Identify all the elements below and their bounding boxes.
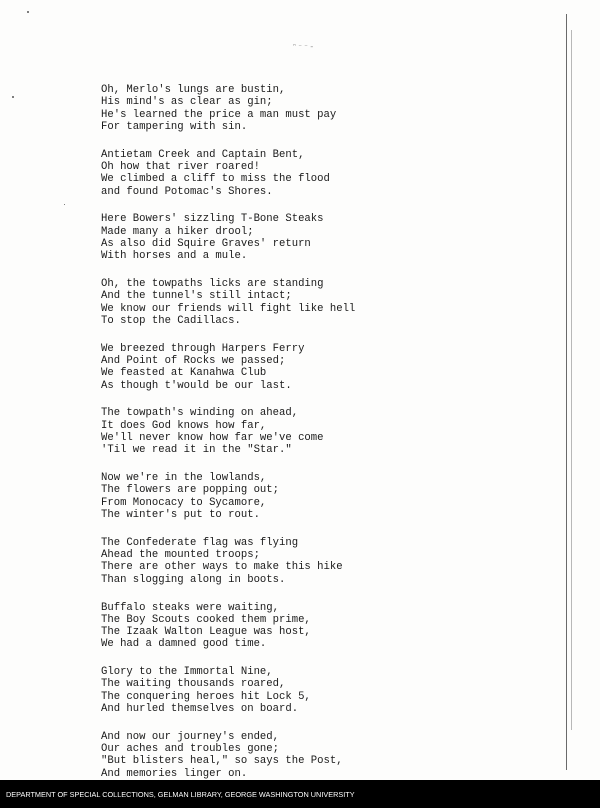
poem-line: We climbed a cliff to miss the flood: [101, 173, 330, 186]
poem-line: Made many a hiker drool;: [101, 225, 254, 238]
poem-line: Buffalo steaks were waiting,: [101, 601, 280, 614]
stanza: [101, 343, 561, 392]
poem-line: We feasted at Kanahwa Club: [101, 367, 267, 380]
poem-line: To stop the Cadillacs.: [101, 314, 241, 327]
scan-speck: [64, 204, 65, 205]
poem-line: There are other ways to make this hike: [101, 561, 343, 574]
page-number-mark: ᵔ⁻⁻-: [292, 43, 316, 52]
stanza: [101, 731, 561, 780]
poem-line: For tampering with sin.: [101, 120, 248, 133]
stanza: [101, 602, 561, 651]
page-edge-line: [566, 14, 567, 770]
poem-line: He's learned the price a man must pay: [101, 108, 337, 121]
poem-line: And the tunnel's still intact;: [101, 290, 292, 303]
stanza: [101, 213, 561, 262]
poem-line: With horses and a mule.: [101, 250, 248, 263]
poem-line: From Monocacy to Sycamore,: [101, 496, 267, 509]
poem-line: Now we're in the lowlands,: [101, 472, 267, 485]
poem-line: Glory to the Immortal Nine,: [101, 666, 273, 679]
poem-line: 'Til we read it in the "Star.": [101, 444, 292, 457]
poem-line: Oh, the towpaths licks are standing: [101, 278, 324, 291]
stanza: [101, 84, 561, 133]
poem-line: As also did Squire Graves' return: [101, 237, 311, 250]
stanza: [101, 149, 561, 198]
stanza: [101, 407, 561, 456]
poem-line: And hurled themselves on board.: [101, 703, 299, 716]
poem-line: And Point of Rocks we passed;: [101, 355, 286, 368]
scan-speck: [27, 11, 29, 13]
poem-line: The towpath's winding on ahead,: [101, 407, 299, 420]
poem-line: The conquering heroes hit Lock 5,: [101, 690, 311, 703]
stanza: [101, 537, 561, 586]
page-edge-shadow: [571, 30, 572, 730]
poem-line: Here Bowers' sizzling T-Bone Steaks: [101, 213, 324, 226]
poem-line: The Boy Scouts cooked them prime,: [101, 613, 311, 626]
poem-line: "But blisters heal," so says the Post,: [101, 755, 343, 768]
stanza: [101, 278, 561, 327]
scan-speck: [12, 96, 14, 98]
poem-line: It does God knows how far,: [101, 419, 267, 432]
poem-line: Antietam Creek and Captain Bent,: [101, 148, 305, 161]
poem-line: The Izaak Walton League was host,: [101, 626, 311, 639]
poem-line: And memories linger on.: [101, 767, 248, 780]
poem-line: and found Potomac's Shores.: [101, 185, 273, 198]
stanza: [101, 472, 561, 521]
footer-bar: [0, 780, 600, 808]
poem-line: As though t'would be our last.: [101, 379, 292, 392]
poem-line: The Confederate flag was flying: [101, 536, 299, 549]
poem-line: Our aches and troubles gone;: [101, 743, 280, 756]
poem-line: The winter's put to rout.: [101, 509, 260, 522]
poem-line: Oh, Merlo's lungs are bustin,: [101, 84, 286, 96]
poem-line: The flowers are popping out;: [101, 484, 280, 497]
poem-line: Than slogging along in boots.: [101, 573, 286, 586]
poem-line: His mind's as clear as gin;: [101, 96, 273, 109]
poem-body: [101, 84, 561, 796]
poem-line: We had a damned good time.: [101, 638, 267, 651]
poem-line: Ahead the mounted troops;: [101, 549, 260, 562]
poem-line: We know our friends will fight like hell: [101, 302, 356, 315]
poem-line: We breezed through Harpers Ferry: [101, 342, 305, 355]
stanza: [101, 666, 561, 715]
poem-line: We'll never know how far we've come: [101, 432, 324, 445]
poem-line: Oh how that river roared!: [101, 160, 260, 173]
poem-line: And now our journey's ended,: [101, 730, 280, 743]
footer-credit: DEPARTMENT OF SPECIAL COLLECTIONS, GELMAN LIBRARY, GEORGE WASHINGTON UNIVERSITY: [6, 790, 355, 799]
poem-line: The waiting thousands roared,: [101, 678, 286, 691]
